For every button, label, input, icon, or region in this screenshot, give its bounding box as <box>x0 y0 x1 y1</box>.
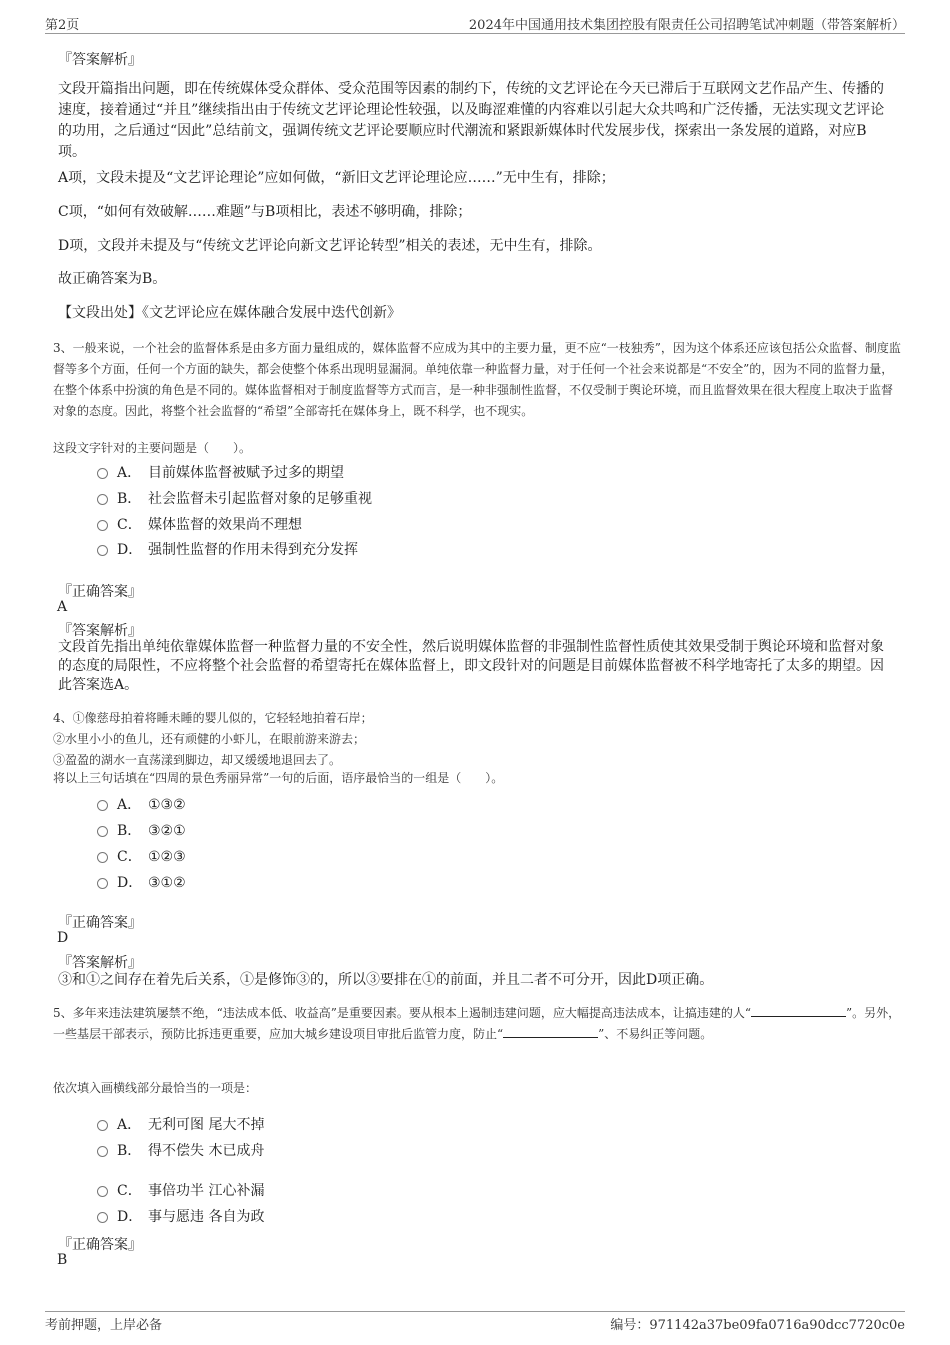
radio-icon[interactable] <box>97 545 108 556</box>
q2-conclusion: 故正确答案为B。 <box>58 271 167 287</box>
q5-option-a[interactable]: A． 无利可图 尾大不掉 <box>97 1114 264 1134</box>
q3-answer-label: 『正确答案』 <box>58 584 142 600</box>
q4-option-d[interactable]: D． ③①② <box>97 872 186 892</box>
document-id: 编号：971142a37be09fa0716a90dcc7720c0e <box>610 1318 905 1333</box>
fill-blank-1[interactable] <box>751 1004 846 1017</box>
q5-option-b[interactable]: B． 得不偿失 木已成舟 <box>97 1140 264 1160</box>
q4-option-c[interactable]: C． ①②③ <box>97 846 186 866</box>
q2-option-d-explanation: D项，文段并未提及与“传统文艺评论向新文艺评论转型”相关的表述，无中生有，排除。 <box>58 238 602 254</box>
radio-icon[interactable] <box>97 852 108 863</box>
fill-blank-2[interactable] <box>503 1025 598 1038</box>
radio-icon[interactable] <box>97 1120 108 1131</box>
q4-question: 将以上三句话填在“四周的景色秀丽异常”一句的后面，语序最恰当的一组是（ ）。 <box>53 771 504 785</box>
q3-analysis-label: 『答案解析』 <box>58 623 142 639</box>
footer-divider <box>45 1311 905 1312</box>
q4-option-b[interactable]: B． ③②① <box>97 820 186 840</box>
q3-option-a[interactable]: A． 目前媒体监督被赋予过多的期望 <box>97 462 344 482</box>
q4-sentence-2: ②水里小小的鱼儿，还有顽健的小虾儿，在眼前游来游去； <box>53 732 366 746</box>
radio-icon[interactable] <box>97 468 108 479</box>
q2-analysis-label: 『答案解析』 <box>58 52 142 68</box>
radio-icon[interactable] <box>97 1186 108 1197</box>
q3-option-d[interactable]: D． 强制性监督的作用未得到充分发挥 <box>97 539 358 559</box>
radio-icon[interactable] <box>97 1146 108 1157</box>
q5-stem: 5、多年来违法建筑屡禁不绝，“违法成本低、收益高”是重要因素。要从根本上遏制违建问题，应大幅提高违法成本，让搞违建的人“ ”。另外，一些基层干部表示，预防比拆违更重要，应加大城乡建设项目审批后监管力度，防止“ ”、不易纠正等问题。 <box>53 1006 901 1041</box>
q5-answer-label: 『正确答案』 <box>58 1237 142 1253</box>
q3-answer: A <box>57 599 68 615</box>
q3-question: 这段文字针对的主要问题是（ ）。 <box>53 441 252 455</box>
q5-option-d[interactable]: D． 事与愿违 各自为政 <box>97 1206 264 1226</box>
q5-question: 依次填入画横线部分最恰当的一项是： <box>53 1081 258 1095</box>
radio-icon[interactable] <box>97 494 108 505</box>
q3-option-c[interactable]: C． 媒体监督的效果尚不理想 <box>97 514 302 534</box>
q2-option-a-explanation: A项，文段未提及“文艺评论理论”应如何做，“新旧文艺评论理论应……”无中生有，排除； <box>58 170 615 186</box>
header-divider <box>45 33 905 34</box>
q2-analysis-paragraph: 文段开篇指出问题，即在传统媒体受众群体、受众范围等因素的制约下，传统的文艺评论在今天已滞后于互联网文艺作品产生、传播的速度，接着通过“并且”继续指出由于传统文艺评论理论性较强，以及晦涩难懂的内容难以引起大众共鸣和广泛传播，无法实现文艺评论的功用，之后通过“因此”总结前文，强调传统文艺评论要顺应时代潮流和紧跟新媒体时代发展步伐，探索出一条发展的道路，对应B项。 <box>58 81 885 160</box>
page-number: 第2页 <box>45 18 80 33</box>
q4-answer-label: 『正确答案』 <box>58 915 142 931</box>
radio-icon[interactable] <box>97 878 108 889</box>
q5-answer: B <box>57 1252 68 1268</box>
radio-icon[interactable] <box>97 1212 108 1223</box>
q4-analysis: ③和①之间存在着先后关系，①是修饰③的，所以③要排在①的前面，并且二者不可分开，因此D项正确。 <box>58 972 714 988</box>
q4-analysis-label: 『答案解析』 <box>58 955 142 971</box>
q2-option-c-explanation: C项，“如何有效破解……难题”与B项相比，表述不够明确，排除； <box>58 204 472 220</box>
q3-analysis: 文段首先指出单纯依靠媒体监督一种监督力量的不安全性，然后说明媒体监督的非强制性监督性质使其效果受制于舆论环境和监督对象的态度的局限性，不应将整个社会监督的希望寄托在媒体监督上，即文段针对的问题是目前媒体监督被不科学地寄托了太多的期望。因此答案选A。 <box>58 639 884 693</box>
q4-sentence-1: 4、①像慈母拍着将睡未睡的婴儿似的，它轻轻地拍着石岸； <box>53 711 373 725</box>
q2-source: 【文段出处】《文艺评论应在媒体融合发展中迭代创新》 <box>58 305 401 321</box>
q3-stem: 3、一般来说，一个社会的监督体系是由多方面力量组成的，媒体监督不应成为其中的主要力量，更不应“一枝独秀”，因为这个体系还应该包括公众监督、制度监督等多个方面，任何一个方面的缺失，都会使整个体系出现明显漏洞。单纯依靠一种监督力量，对于任何一个社会来说都是“不安全”的，因为不同的监督力量，在整个体系中扮演的角色是不同的。媒体监督相对于制度监督等方式而言，是一种非强制性监督，不仅受制于舆论环境，而且监督效果在很大程度上取决于监督对象的态度。因此，将整个社会监督的“希望”全部寄托在媒体身上，既不科学，也不现实。 <box>53 341 901 418</box>
q4-sentence-3: ③盈盈的湖水一直荡漾到脚边，却又缓缓地退回去了。 <box>53 753 342 767</box>
radio-icon[interactable] <box>97 520 108 531</box>
radio-icon[interactable] <box>97 826 108 837</box>
q5-option-c[interactable]: C． 事倍功半 江心补漏 <box>97 1180 264 1200</box>
q4-option-a[interactable]: A． ①③② <box>97 794 186 814</box>
q4-answer: D <box>57 930 69 946</box>
footer-slogan: 考前押题，上岸必备 <box>45 1318 163 1333</box>
radio-icon[interactable] <box>97 800 108 811</box>
document-title: 2024年中国通用技术集团控股有限责任公司招聘笔试冲刺题（带答案解析） <box>468 18 905 33</box>
q3-option-b[interactable]: B． 社会监督未引起监督对象的足够重视 <box>97 488 372 508</box>
